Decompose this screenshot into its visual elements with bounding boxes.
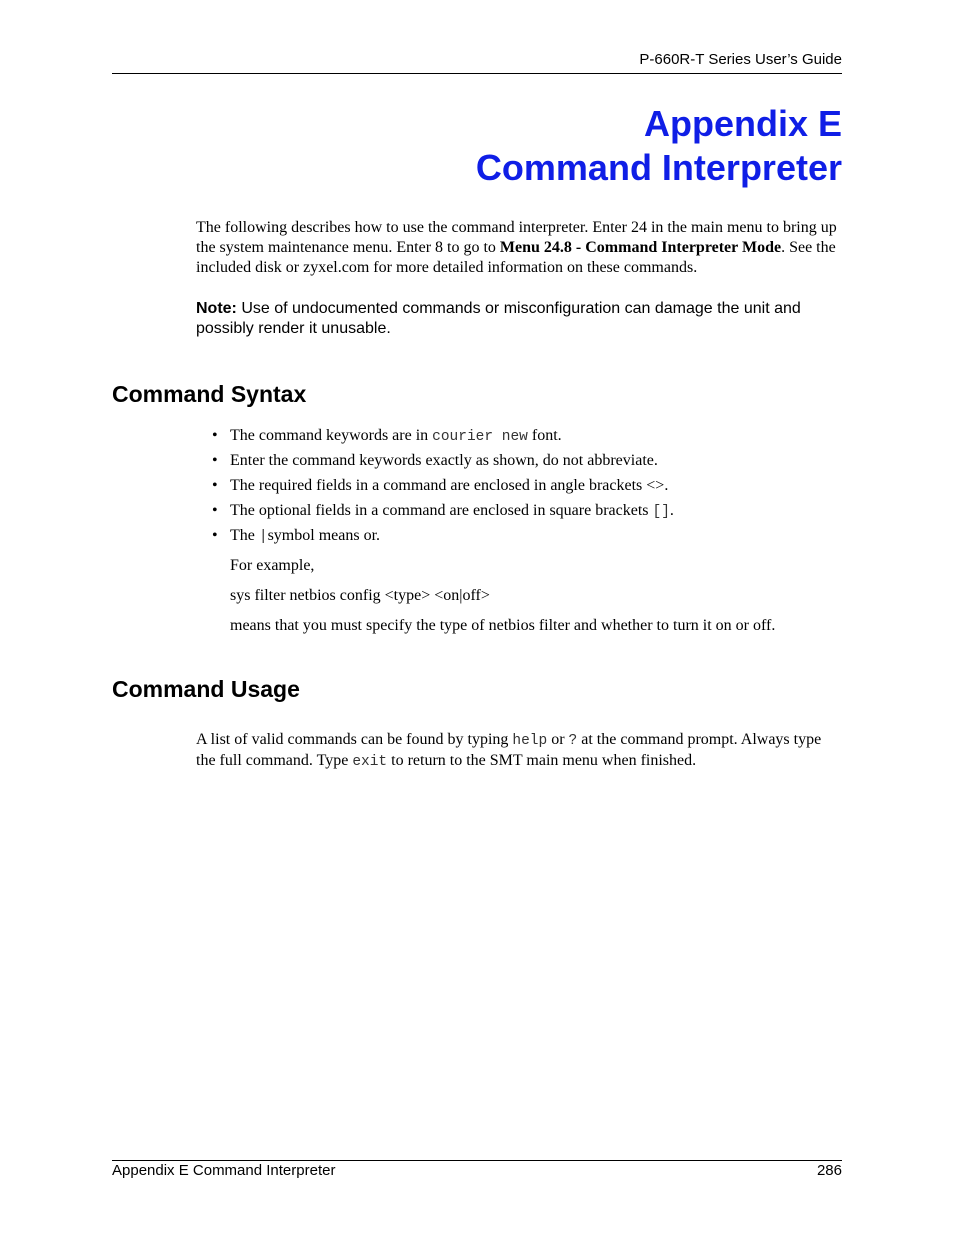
inline-code: ?	[568, 733, 578, 749]
page-number: 286	[816, 1162, 842, 1179]
list-item: • The command keywords are in courier new font.	[212, 427, 562, 445]
bullet-icon: •	[212, 527, 218, 544]
usage-paragraph: A list of valid commands can be found by typing help or ? at the command prompt. Always type the full command. Type exit to return to the SMT main menu when finished.	[196, 731, 822, 770]
inline-code: help	[512, 733, 548, 749]
inline-code: exit	[352, 754, 388, 770]
note-paragraph: Note: Use of undocumented commands or misconfiguration can damage the unit and possibly render it unusable.	[196, 300, 801, 337]
section-heading-syntax: Command Syntax	[112, 381, 307, 407]
bullet-icon: •	[212, 477, 218, 494]
running-header: P-660R-T Series User’s Guide	[639, 51, 842, 68]
note-label: Note:	[196, 300, 237, 317]
example-label: For example,	[230, 557, 315, 574]
list-item: • The required fields in a command are enclosed in angle brackets <>.	[212, 477, 669, 494]
list-item: • Enter the command keywords exactly as shown, do not abbreviate.	[212, 452, 658, 469]
bullet-icon: •	[212, 427, 218, 444]
header-rule	[112, 73, 842, 74]
syntax-bullet-list	[212, 426, 842, 551]
list-item: • The optional fields in a command are enclosed in square brackets [].	[212, 502, 674, 520]
title-line-name: Command Interpreter	[475, 147, 842, 188]
section-heading-usage: Command Usage	[112, 676, 300, 702]
footer-section-title: Appendix E Command Interpreter	[112, 1162, 336, 1179]
bullet-icon: •	[212, 502, 218, 519]
title-line-appendix: Appendix E	[643, 103, 842, 144]
bullet-icon: •	[212, 452, 218, 469]
inline-code: []	[652, 504, 670, 520]
intro-paragraph: The following describes how to use the command interpreter. Enter 24 in the main menu to bring up the system maintenance menu. Enter 8 to go to Menu 24.8 - Command Interpreter Mode. See the included disk or zyxel.com for more detailed information on these commands.	[196, 219, 837, 276]
example-command: sys filter netbios config <type> <on|off>	[230, 587, 490, 604]
inline-code: courier new	[432, 429, 528, 445]
footer-rule	[112, 1160, 842, 1161]
list-item: • The |symbol means or.	[212, 527, 381, 545]
example-explanation: means that you must specify the type of netbios filter and whether to turn it on or off.	[230, 617, 776, 634]
menu-reference: Menu 24.8 - Command Interpreter Mode	[499, 239, 782, 256]
page-title	[476, 102, 842, 190]
inline-code: |	[258, 529, 268, 545]
